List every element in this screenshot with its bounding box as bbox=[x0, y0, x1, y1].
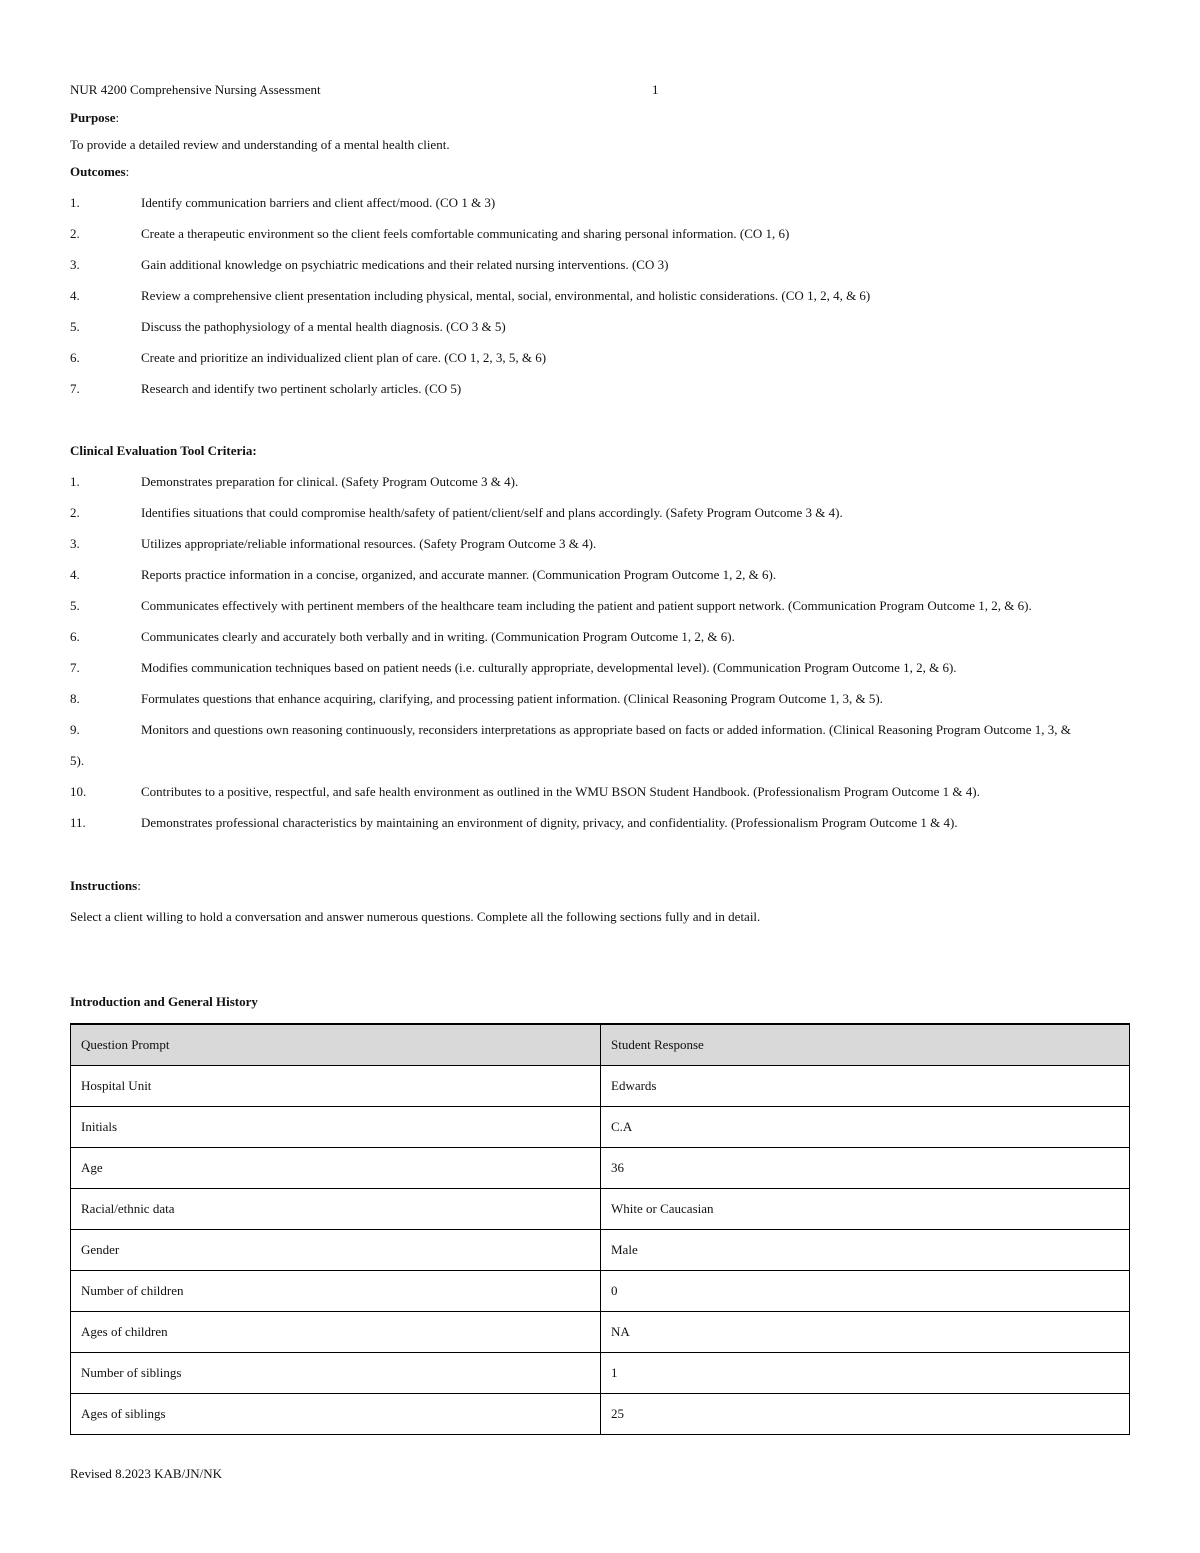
purpose-colon: : bbox=[115, 110, 120, 125]
criteria-item-number: 1. bbox=[70, 474, 80, 489]
question-prompt-cell: Age bbox=[71, 1148, 601, 1189]
intro-section-heading: Introduction and General History bbox=[70, 994, 258, 1009]
criteria-item-text: Identifies situations that could compromise health/safety of patient/client/self and plans accordingly. (Safety Program Outcome 3 & 4). bbox=[141, 505, 843, 520]
outcome-item-number: 7. bbox=[70, 381, 80, 396]
student-response-cell: 1 bbox=[601, 1353, 1130, 1394]
criteria-item-number: 4. bbox=[70, 567, 80, 582]
criteria-item-number: 9. bbox=[70, 722, 80, 737]
student-response-cell: White or Caucasian bbox=[601, 1189, 1130, 1230]
criteria-item-text: Reports practice information in a concise, organized, and accurate manner. (Communication Program Outcome 1, 2, & 6). bbox=[141, 567, 777, 582]
criteria-item-number: 7. bbox=[70, 660, 80, 675]
general-history-table bbox=[70, 1023, 1130, 1435]
student-response-cell: Male bbox=[601, 1230, 1130, 1271]
criteria-item-text: Modifies communication techniques based on patient needs (i.e. culturally appropriate, developmental level). (Communication Program Outcome 1, 2, & 6). bbox=[141, 660, 957, 675]
outcome-item-text: Research and identify two pertinent scholarly articles. (CO 5) bbox=[141, 381, 462, 396]
criteria-item-number: 11. bbox=[70, 815, 86, 830]
instructions-text: Select a client willing to hold a conversation and answer numerous questions. Complete all the following sections fully and in detail. bbox=[70, 909, 761, 924]
criteria-item-continuation: 5). bbox=[70, 753, 85, 768]
table-row bbox=[71, 1230, 1130, 1271]
outcome-item-text: Create a therapeutic environment so the client feels comfortable communicating and sharing personal information. (CO 1, 6) bbox=[141, 226, 790, 241]
purpose-text: To provide a detailed review and understanding of a mental health client. bbox=[70, 137, 450, 152]
outcomes-heading: Outcomes bbox=[70, 164, 126, 179]
document-title: NUR 4200 Comprehensive Nursing Assessment bbox=[70, 82, 321, 97]
criteria-item-text: Monitors and questions own reasoning continuously, reconsiders interpretations as appropriate based on facts or added information. (Clinical Reasoning Program Outcome 1, 3, & bbox=[141, 722, 1071, 737]
criteria-item-number: 8. bbox=[70, 691, 80, 706]
criteria-item-text: Communicates effectively with pertinent members of the healthcare team including the patient and patient support network. (Communication Program Outcome 1, 2, & 6). bbox=[141, 598, 1032, 613]
criteria-item-text: Demonstrates professional characteristics by maintaining an environment of dignity, privacy, and confidentiality. (Professionalism Program Outcome 1 & 4). bbox=[141, 815, 958, 830]
criteria-item-number: 5. bbox=[70, 598, 80, 613]
question-prompt-cell: Initials bbox=[71, 1107, 601, 1148]
question-prompt-cell: Ages of siblings bbox=[71, 1394, 601, 1435]
criteria-item-text: Utilizes appropriate/reliable informational resources. (Safety Program Outcome 3 & 4). bbox=[141, 536, 597, 551]
student-response-cell: NA bbox=[601, 1312, 1130, 1353]
criteria-item-number: 10. bbox=[70, 784, 87, 799]
purpose-heading: Purpose bbox=[70, 110, 116, 125]
outcome-item-text: Identify communication barriers and client affect/mood. (CO 1 & 3) bbox=[141, 195, 496, 210]
instructions-colon: : bbox=[137, 878, 141, 893]
student-response-cell: 0 bbox=[601, 1271, 1130, 1312]
student-response-cell: 36 bbox=[601, 1148, 1130, 1189]
table-row bbox=[71, 1189, 1130, 1230]
student-response-cell: C.A bbox=[601, 1107, 1130, 1148]
criteria-item-text: Formulates questions that enhance acquiring, clarifying, and processing patient information. (Clinical Reasoning Program Outcome 1, 3, & 5). bbox=[141, 691, 883, 706]
page-number: 1 bbox=[652, 82, 659, 97]
criteria-item-text: Contributes to a positive, respectful, and safe health environment as outlined in the WMU BSON Student Handbook. (Professionalism Program Outcome 1 & 4). bbox=[141, 784, 980, 799]
criteria-item-text: Communicates clearly and accurately both verbally and in writing. (Communication Program Outcome 1, 2, & 6). bbox=[141, 629, 735, 644]
criteria-item-number: 6. bbox=[70, 629, 80, 644]
criteria-heading: Clinical Evaluation Tool Criteria: bbox=[70, 443, 257, 458]
table-row bbox=[71, 1312, 1130, 1353]
table-row bbox=[71, 1107, 1130, 1148]
outcomes-heading-line bbox=[70, 163, 129, 181]
outcome-item-number: 5. bbox=[70, 319, 80, 334]
outcome-item-number: 3. bbox=[70, 257, 80, 272]
table-row bbox=[71, 1394, 1130, 1435]
table-row bbox=[71, 1066, 1130, 1107]
student-response-cell: 25 bbox=[601, 1394, 1130, 1435]
outcomes-colon: : bbox=[125, 164, 130, 179]
question-prompt-cell: Number of siblings bbox=[71, 1353, 601, 1394]
instructions-heading-line bbox=[70, 877, 141, 895]
question-prompt-cell: Hospital Unit bbox=[71, 1066, 601, 1107]
outcome-item-number: 6. bbox=[70, 350, 80, 365]
table-header-cell: Student Response bbox=[601, 1024, 1130, 1066]
outcome-item-number: 2. bbox=[70, 226, 80, 241]
outcome-item-text: Discuss the pathophysiology of a mental health diagnosis. (CO 3 & 5) bbox=[141, 319, 506, 334]
page-footer: Revised 8.2023 KAB/JN/NK bbox=[70, 1466, 223, 1481]
purpose-heading-line bbox=[70, 109, 119, 127]
page-header bbox=[70, 82, 670, 98]
student-response-cell: Edwards bbox=[601, 1066, 1130, 1107]
criteria-item-number: 3. bbox=[70, 536, 80, 551]
table-header-cell: Question Prompt bbox=[71, 1024, 601, 1066]
table-row bbox=[71, 1353, 1130, 1394]
instructions-heading: Instructions bbox=[70, 878, 138, 893]
table-header-row bbox=[71, 1024, 1130, 1066]
outcome-item-text: Create and prioritize an individualized client plan of care. (CO 1, 2, 3, 5, & 6) bbox=[141, 350, 547, 365]
criteria-item-number: 2. bbox=[70, 505, 80, 520]
table-row bbox=[71, 1271, 1130, 1312]
outcome-item-number: 1. bbox=[70, 195, 80, 210]
question-prompt-cell: Number of children bbox=[71, 1271, 601, 1312]
question-prompt-cell: Ages of children bbox=[71, 1312, 601, 1353]
outcome-item-number: 4. bbox=[70, 288, 80, 303]
question-prompt-cell: Racial/ethnic data bbox=[71, 1189, 601, 1230]
outcome-item-text: Gain additional knowledge on psychiatric medications and their related nursing interventions. (CO 3) bbox=[141, 257, 669, 272]
criteria-item-text: Demonstrates preparation for clinical. (Safety Program Outcome 3 & 4). bbox=[141, 474, 519, 489]
outcome-item-text: Review a comprehensive client presentation including physical, mental, social, environmental, and holistic considerations. (CO 1, 2, 4, & 6) bbox=[141, 288, 871, 303]
table-row bbox=[71, 1148, 1130, 1189]
question-prompt-cell: Gender bbox=[71, 1230, 601, 1271]
